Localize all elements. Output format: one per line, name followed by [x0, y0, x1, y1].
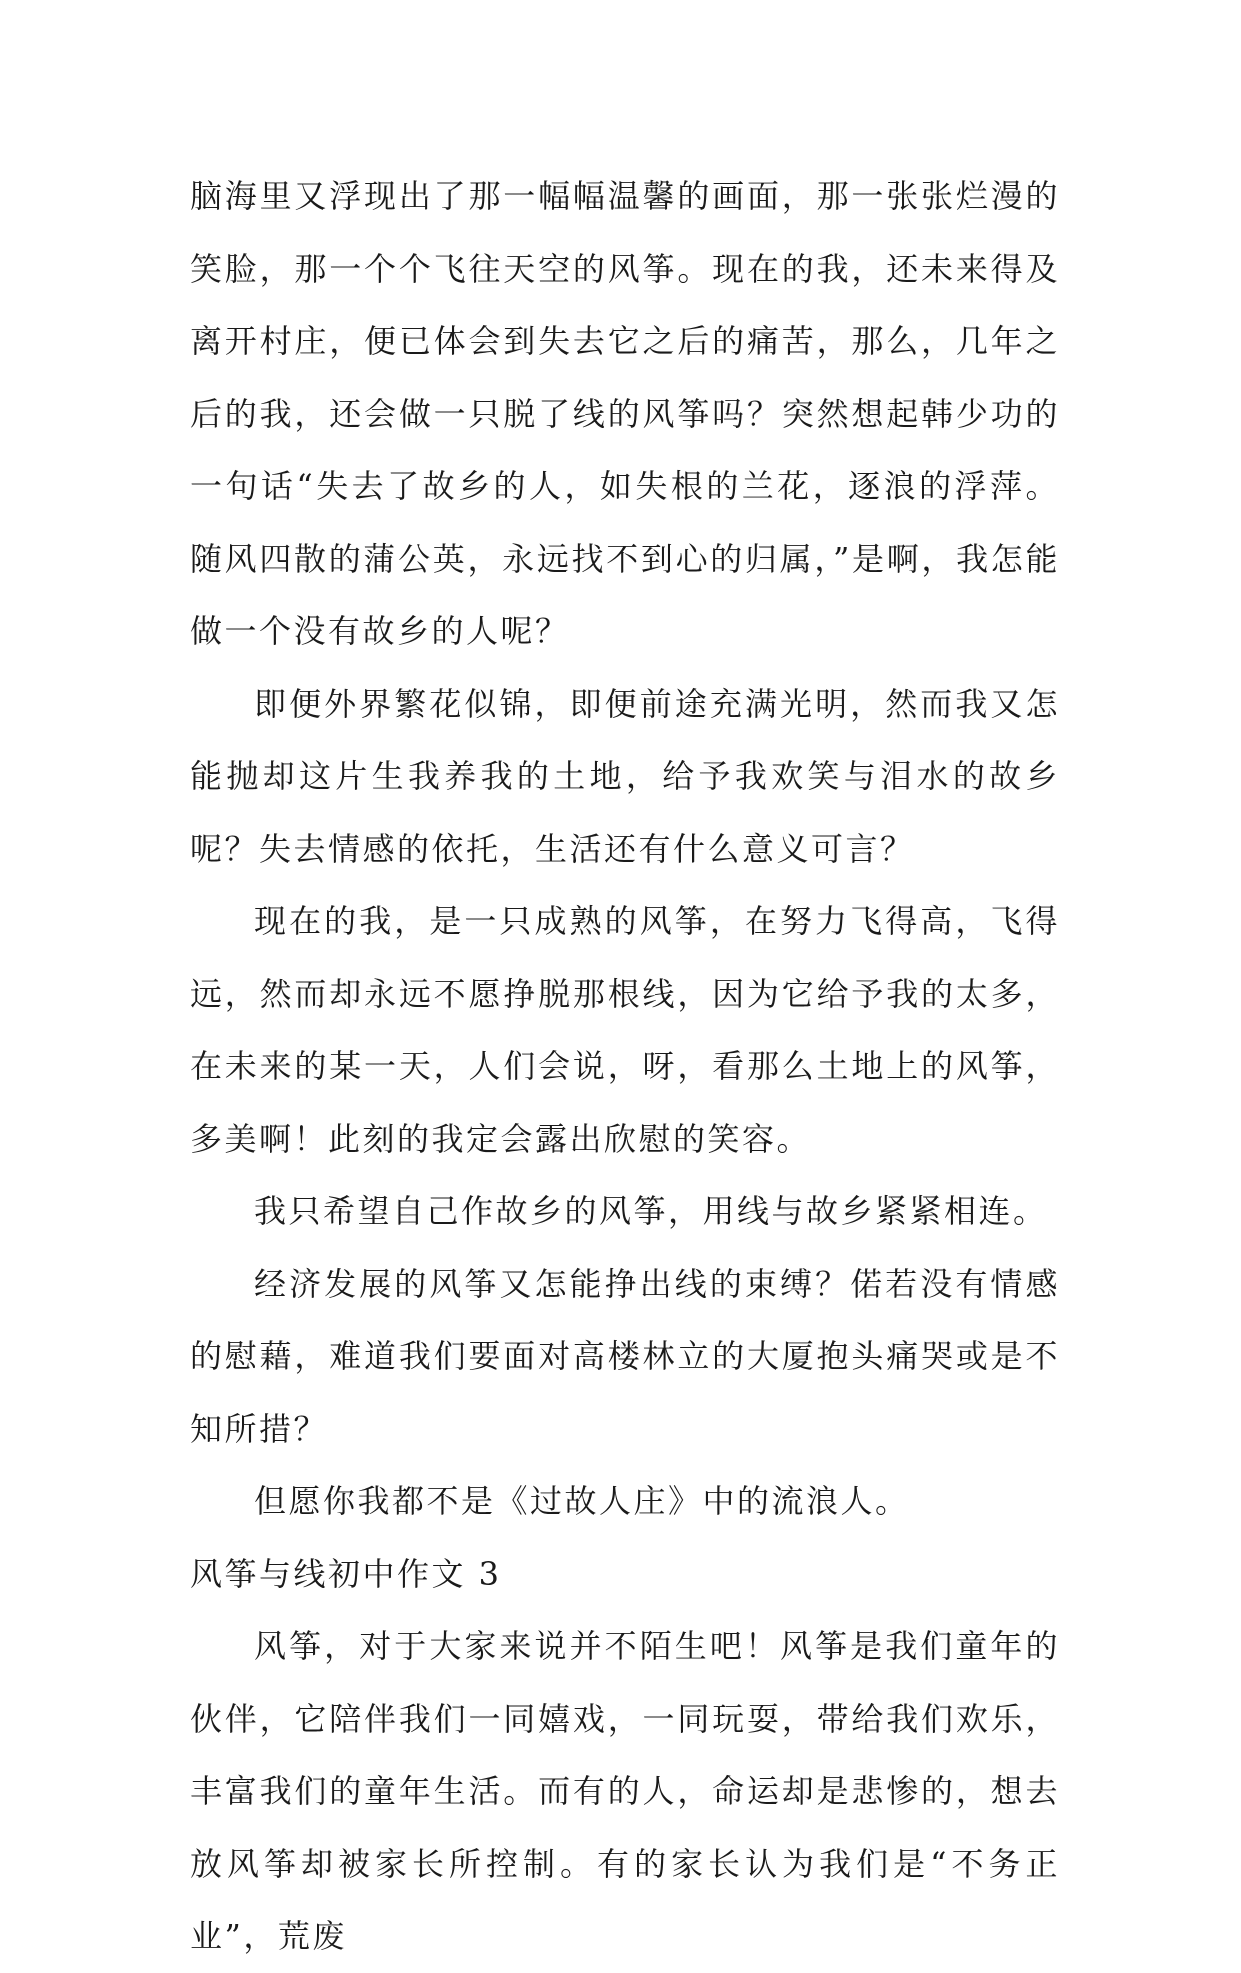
paragraph: 经济发展的风筝又怎能挣出线的束缚？偌若没有情感的慰藉，难道我们要面对高楼林立的大厦抱头痛哭或是不知所措？	[190, 1264, 1060, 1448]
paragraph-continued: 脑海里又浮现出了那一幅幅温馨的画面，那一张张烂漫的笑脸，那一个个飞往天空的风筝。现在的我，还未来得及离开村庄，便已体会到失去它之后的痛苦，那么，几年之后的我，还会做一只脱了线的风筝吗？突然想起韩少功的一句话“失去了故乡的人，如失根的兰花，逐浪的浮萍。随风四散的蒲公英，永远找不到心的归属，”是啊，我怎能做一个没有故乡的人呢？	[190, 177, 1060, 650]
document-body	[190, 160, 1060, 1973]
paragraph: 我只希望自己作故乡的风筝，用线与故乡紧紧相连。	[254, 1192, 1048, 1230]
paragraph: 即便外界繁花似锦，即便前途充满光明，然而我又怎能抛却这片生我养我的土地，给予我欢笑与泪水的故乡呢？失去情感的依托，生活还有什么意义可言？	[190, 684, 1060, 868]
section-heading: 风筝与线初中作文 3	[190, 1554, 502, 1593]
paragraph: 但愿你我都不是《过故人庄》中的流浪人。	[254, 1482, 910, 1520]
paragraph: 现在的我，是一只成熟的风筝，在努力飞得高，飞得远，然而却永远不愿挣脱那根线，因为它给予我的太多，在未来的某一天，人们会说，呀，看那么土地上的风筝，多美啊！此刻的我定会露出欣慰的笑容。	[190, 902, 1060, 1158]
paragraph: 风筝，对于大家来说并不陌生吧！风筝是我们童年的伙伴，它陪伴我们一同嬉戏，一同玩耍，带给我们欢乐，丰富我们的童年生活。而有的人，命运却是悲惨的，想去放风筝却被家长所控制。有的家长认为我们是“不务正业”，荒废	[190, 1627, 1060, 1955]
